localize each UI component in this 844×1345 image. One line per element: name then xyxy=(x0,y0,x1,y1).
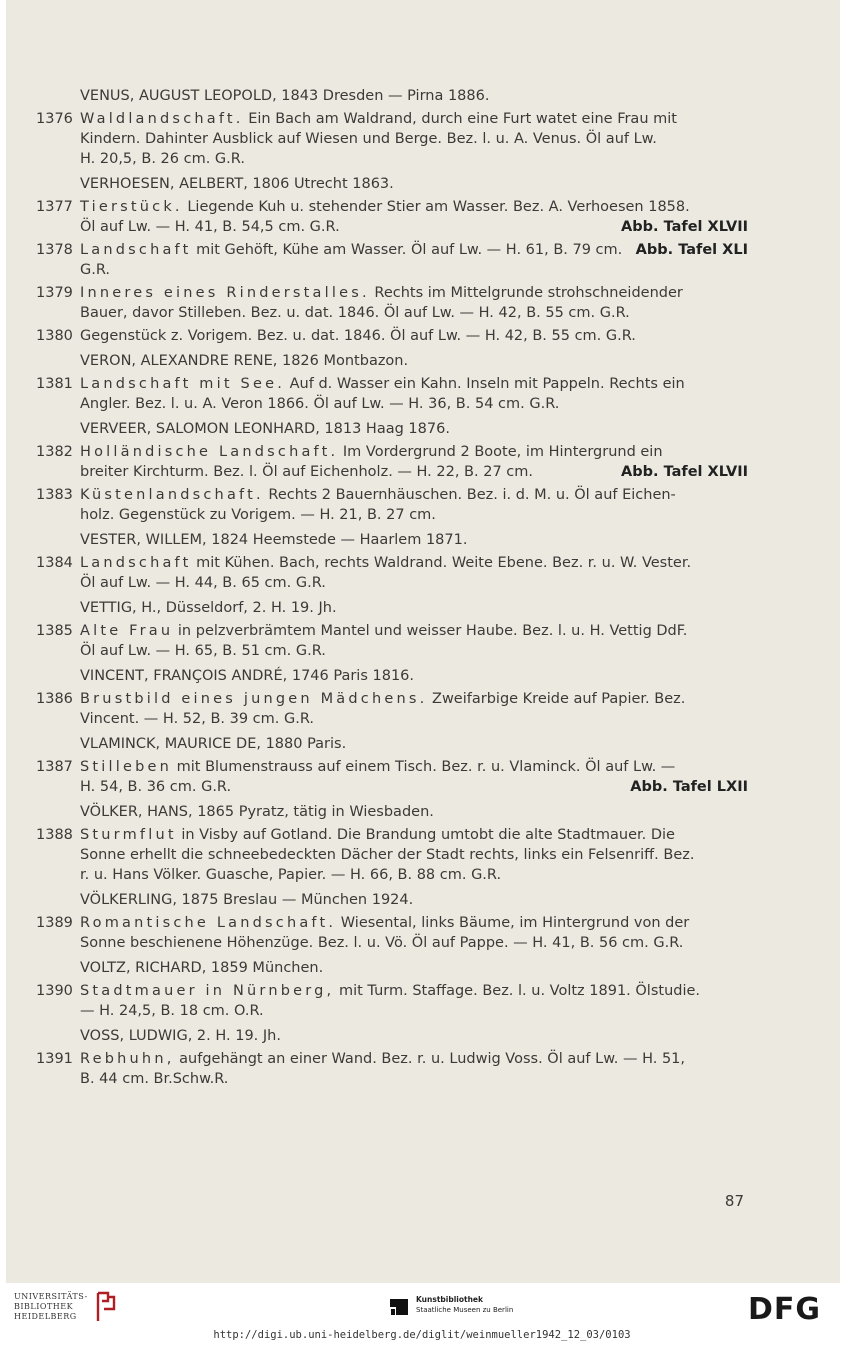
entry-number: 1379 xyxy=(36,285,73,301)
entry-text: Sonne beschienene Höhenzüge. Bez. l. u. Vö. Öl auf Pappe. — H. 41, B. 56 cm. G.R. xyxy=(80,935,684,951)
entry-text: in Visby auf Gotland. Die Brandung umtobt die alte Stadtmauer. Die xyxy=(181,827,675,843)
work-title: Stadtmauer in Nürnberg, xyxy=(80,983,335,999)
artist-heading: VLAMINCK, MAURICE DE, 1880 Paris. xyxy=(80,736,347,752)
work-title: Alte Frau xyxy=(80,623,174,639)
work-title: Waldlandschaft. xyxy=(80,111,244,127)
work-title: Inneres eines Rinderstalles. xyxy=(80,285,370,301)
entry-text: Angler. Bez. l. u. A. Veron 1866. Öl auf Lw. — H. 36, B. 54 cm. G.R. xyxy=(80,396,560,412)
catalog-entry xyxy=(36,109,748,169)
entry-text: B. 44 cm. Br.Schw.R. xyxy=(80,1071,229,1087)
plate-reference: Abb. Tafel XLVII xyxy=(621,219,748,235)
university-crest-icon xyxy=(94,1291,116,1323)
entry-text: H. 20,5, B. 26 cm. G.R. xyxy=(80,151,245,167)
entry-line xyxy=(80,149,748,169)
entry-text: Zweifarbige Kreide auf Papier. Bez. xyxy=(432,691,686,707)
artist-heading: VINCENT, FRANÇOIS ANDRÉ, 1746 Paris 1816. xyxy=(80,668,415,684)
entry-text: in pelzverbrämtem Mantel und weisser Haube. Bez. l. u. H. Vettig DdF. xyxy=(177,623,688,639)
entry-text: mit Turm. Staffage. Bez. l. u. Voltz 1891. Ölstudie. xyxy=(338,983,701,999)
work-title: Landschaft xyxy=(80,555,192,571)
catalog-entry xyxy=(36,913,748,953)
dfg-logo[interactable]: DFG xyxy=(748,1292,822,1327)
artist-heading: VERON, ALEXANDRE RENE, 1826 Montbazon. xyxy=(80,353,409,369)
plate-reference: Abb. Tafel XLI xyxy=(635,242,748,258)
entry-number: 1387 xyxy=(36,759,73,775)
work-title: Brustbild eines jungen Mädchens. xyxy=(80,691,428,707)
work-title: Rebhuhn, xyxy=(80,1051,175,1067)
entry-line xyxy=(80,641,748,661)
entry-text: Auf d. Wasser ein Kahn. Inseln mit Pappeln. Rechts ein xyxy=(289,376,685,392)
entry-text: mit Gehöft, Kühe am Wasser. Öl auf Lw. — H. 61, B. 79 cm. G.R. xyxy=(80,242,623,278)
entry-number: 1381 xyxy=(36,376,73,392)
entry-number: 1385 xyxy=(36,623,73,639)
entry-line xyxy=(80,394,748,414)
catalog-text xyxy=(36,86,748,1089)
entry-text: mit Kühen. Bach, rechts Waldrand. Weite Ebene. Bez. r. u. W. Vester. xyxy=(196,555,692,571)
entry-text: Öl auf Lw. — H. 44, B. 65 cm. G.R. xyxy=(80,575,326,591)
entry-line xyxy=(80,197,748,217)
artist-heading: VÖLKER, HANS, 1865 Pyratz, tätig in Wiesbaden. xyxy=(80,804,434,820)
entry-line xyxy=(80,933,748,953)
entry-number: 1378 xyxy=(36,242,73,258)
entry-line xyxy=(80,326,748,346)
entry-text: Liegende Kuh u. stehender Stier am Wasser. Bez. A. Verhoesen 1858. xyxy=(187,199,690,215)
entry-line xyxy=(80,462,748,482)
entry-line xyxy=(80,621,748,641)
entry-line xyxy=(80,777,748,797)
work-title: Landschaft mit See. xyxy=(80,376,286,392)
entry-text: breiter Kirchturm. Bez. l. Öl auf Eichenholz. — H. 22, B. 27 cm. xyxy=(80,464,533,480)
entry-text: aufgehängt an einer Wand. Bez. r. u. Ludwig Voss. Öl auf Lw. — H. 51, xyxy=(179,1051,685,1067)
catalog-entry xyxy=(36,1049,748,1089)
entry-line xyxy=(80,865,748,885)
catalog-entry xyxy=(36,283,748,323)
entry-line xyxy=(80,485,748,505)
work-title: Küstenlandschaft. xyxy=(80,487,264,503)
entry-line xyxy=(80,505,748,525)
entry-line xyxy=(80,845,748,865)
artist-heading: VESTER, WILLEM, 1824 Heemstede — Haarlem 1871. xyxy=(80,532,468,548)
entry-line xyxy=(80,825,748,845)
artist-heading: VÖLKERLING, 1875 Breslau — München 1924. xyxy=(80,892,414,908)
page-url[interactable]: http://digi.ub.uni-heidelberg.de/diglit/weinmueller1942_12_03/0103 xyxy=(213,1329,631,1341)
entry-text: Rechts 2 Bauernhäuschen. Bez. i. d. M. u. Öl auf Eichen- xyxy=(268,487,676,503)
artist-heading: VOSS, LUDWIG, 2. H. 19. Jh. xyxy=(80,1028,281,1044)
entry-text: Ein Bach am Waldrand, durch eine Furt watet eine Frau mit xyxy=(248,111,677,127)
entry-line xyxy=(80,129,748,149)
artist-heading: VENUS, AUGUST LEOPOLD, 1843 Dresden — Pirna 1886. xyxy=(80,88,490,104)
entry-line xyxy=(80,689,748,709)
entry-number: 1388 xyxy=(36,827,73,843)
page-number: 87 xyxy=(724,1192,744,1210)
entry-line xyxy=(80,573,748,593)
artist-heading: VOLTZ, RICHARD, 1859 München. xyxy=(80,960,324,976)
entry-number: 1384 xyxy=(36,555,73,571)
entry-line xyxy=(80,374,748,394)
entry-line xyxy=(80,553,748,573)
artist-heading: VETTIG, H., Düsseldorf, 2. H. 19. Jh. xyxy=(80,600,337,616)
catalog-entry xyxy=(36,442,748,482)
work-title: Holländische Landschaft. xyxy=(80,444,339,460)
entry-line xyxy=(80,1001,748,1021)
entry-line xyxy=(80,240,748,280)
entry-number: 1376 xyxy=(36,111,73,127)
entry-text: holz. Gegenstück zu Vorigem. — H. 21, B. 27 cm. xyxy=(80,507,436,523)
entry-text: Kindern. Dahinter Ausblick auf Wiesen und Berge. Bez. l. u. A. Venus. Öl auf Lw. xyxy=(80,131,657,147)
entry-line xyxy=(80,1069,748,1089)
catalog-entry xyxy=(36,326,748,346)
entry-text: Öl auf Lw. — H. 41, B. 54,5 cm. G.R. xyxy=(80,219,340,235)
entry-line xyxy=(80,217,748,237)
work-title: Landschaft xyxy=(80,242,192,258)
entry-text: Sonne erhellt die schneebedeckten Dächer der Stadt rechts, links ein Felsenriff. Bez. xyxy=(80,847,695,863)
catalog-entry xyxy=(36,240,748,280)
entry-line xyxy=(80,913,748,933)
entry-text: Im Vordergrund 2 Boote, im Hintergrund ein xyxy=(342,444,663,460)
entry-line xyxy=(80,283,748,303)
entry-text: Bauer, davor Stilleben. Bez. u. dat. 1846. Öl auf Lw. — H. 42, B. 55 cm. G.R. xyxy=(80,305,630,321)
entry-line xyxy=(80,442,748,462)
entry-number: 1389 xyxy=(36,915,73,931)
plate-reference: Abb. Tafel LXII xyxy=(630,779,748,795)
kunstbibliothek-name: Kunstbibliothek Staatliche Museen zu Berlin xyxy=(416,1295,514,1314)
entry-text: Öl auf Lw. — H. 65, B. 51 cm. G.R. xyxy=(80,643,326,659)
entry-text: — H. 24,5, B. 18 cm. O.R. xyxy=(80,1003,264,1019)
catalog-entry xyxy=(36,825,748,885)
scanned-page xyxy=(6,0,840,1283)
artist-heading: VERVEER, SALOMON LEONHARD, 1813 Haag 1876. xyxy=(80,421,450,437)
catalog-entry xyxy=(36,553,748,593)
university-library-name: UNIVERSITÄTS- BIBLIOTHEK HEIDELBERG xyxy=(14,1292,88,1321)
work-title: Romantische Landschaft. xyxy=(80,915,337,931)
plate-reference: Abb. Tafel XLVII xyxy=(621,464,748,480)
entry-text: Gegenstück z. Vorigem. Bez. u. dat. 1846. Öl auf Lw. — H. 42, B. 55 cm. G.R. xyxy=(80,328,636,344)
entry-number: 1390 xyxy=(36,983,73,999)
catalog-entry xyxy=(36,689,748,729)
entry-text: r. u. Hans Völker. Guasche, Papier. — H. 66, B. 88 cm. G.R. xyxy=(80,867,502,883)
catalog-entry xyxy=(36,485,748,525)
catalog-entry xyxy=(36,981,748,1021)
catalog-entry xyxy=(36,621,748,661)
entry-number: 1380 xyxy=(36,328,73,344)
entry-line xyxy=(80,981,748,1001)
entry-number: 1382 xyxy=(36,444,73,460)
work-title: Tierstück. xyxy=(80,199,183,215)
entry-number: 1391 xyxy=(36,1051,73,1067)
catalog-entry xyxy=(36,197,748,237)
university-library-logo[interactable] xyxy=(14,1291,116,1323)
entry-text: H. 54, B. 36 cm. G.R. xyxy=(80,779,232,795)
work-title: Stilleben xyxy=(80,759,173,775)
entry-number: 1386 xyxy=(36,691,73,707)
entry-number: 1377 xyxy=(36,199,73,215)
catalog-entry xyxy=(36,757,748,797)
entry-line xyxy=(80,757,748,777)
work-title: Sturmflut xyxy=(80,827,177,843)
kunstbibliothek-mark-icon xyxy=(388,1295,410,1317)
entry-line xyxy=(80,709,748,729)
kunstbibliothek-logo[interactable] xyxy=(388,1295,513,1317)
entry-text: mit Blumenstrauss auf einem Tisch. Bez. r. u. Vlaminck. Öl auf Lw. — xyxy=(176,759,676,775)
entry-text: Wiesental, links Bäume, im Hintergrund von der xyxy=(340,915,690,931)
entry-text: Rechts im Mittelgrunde strohschneidender xyxy=(374,285,683,301)
entry-text: Vincent. — H. 52, B. 39 cm. G.R. xyxy=(80,711,315,727)
artist-heading: VERHOESEN, AELBERT, 1806 Utrecht 1863. xyxy=(80,176,394,192)
entry-line xyxy=(80,109,748,129)
entry-number: 1383 xyxy=(36,487,73,503)
entry-line xyxy=(80,1049,748,1069)
viewer-footer xyxy=(0,1283,844,1345)
entry-line xyxy=(80,303,748,323)
catalog-entry xyxy=(36,374,748,414)
